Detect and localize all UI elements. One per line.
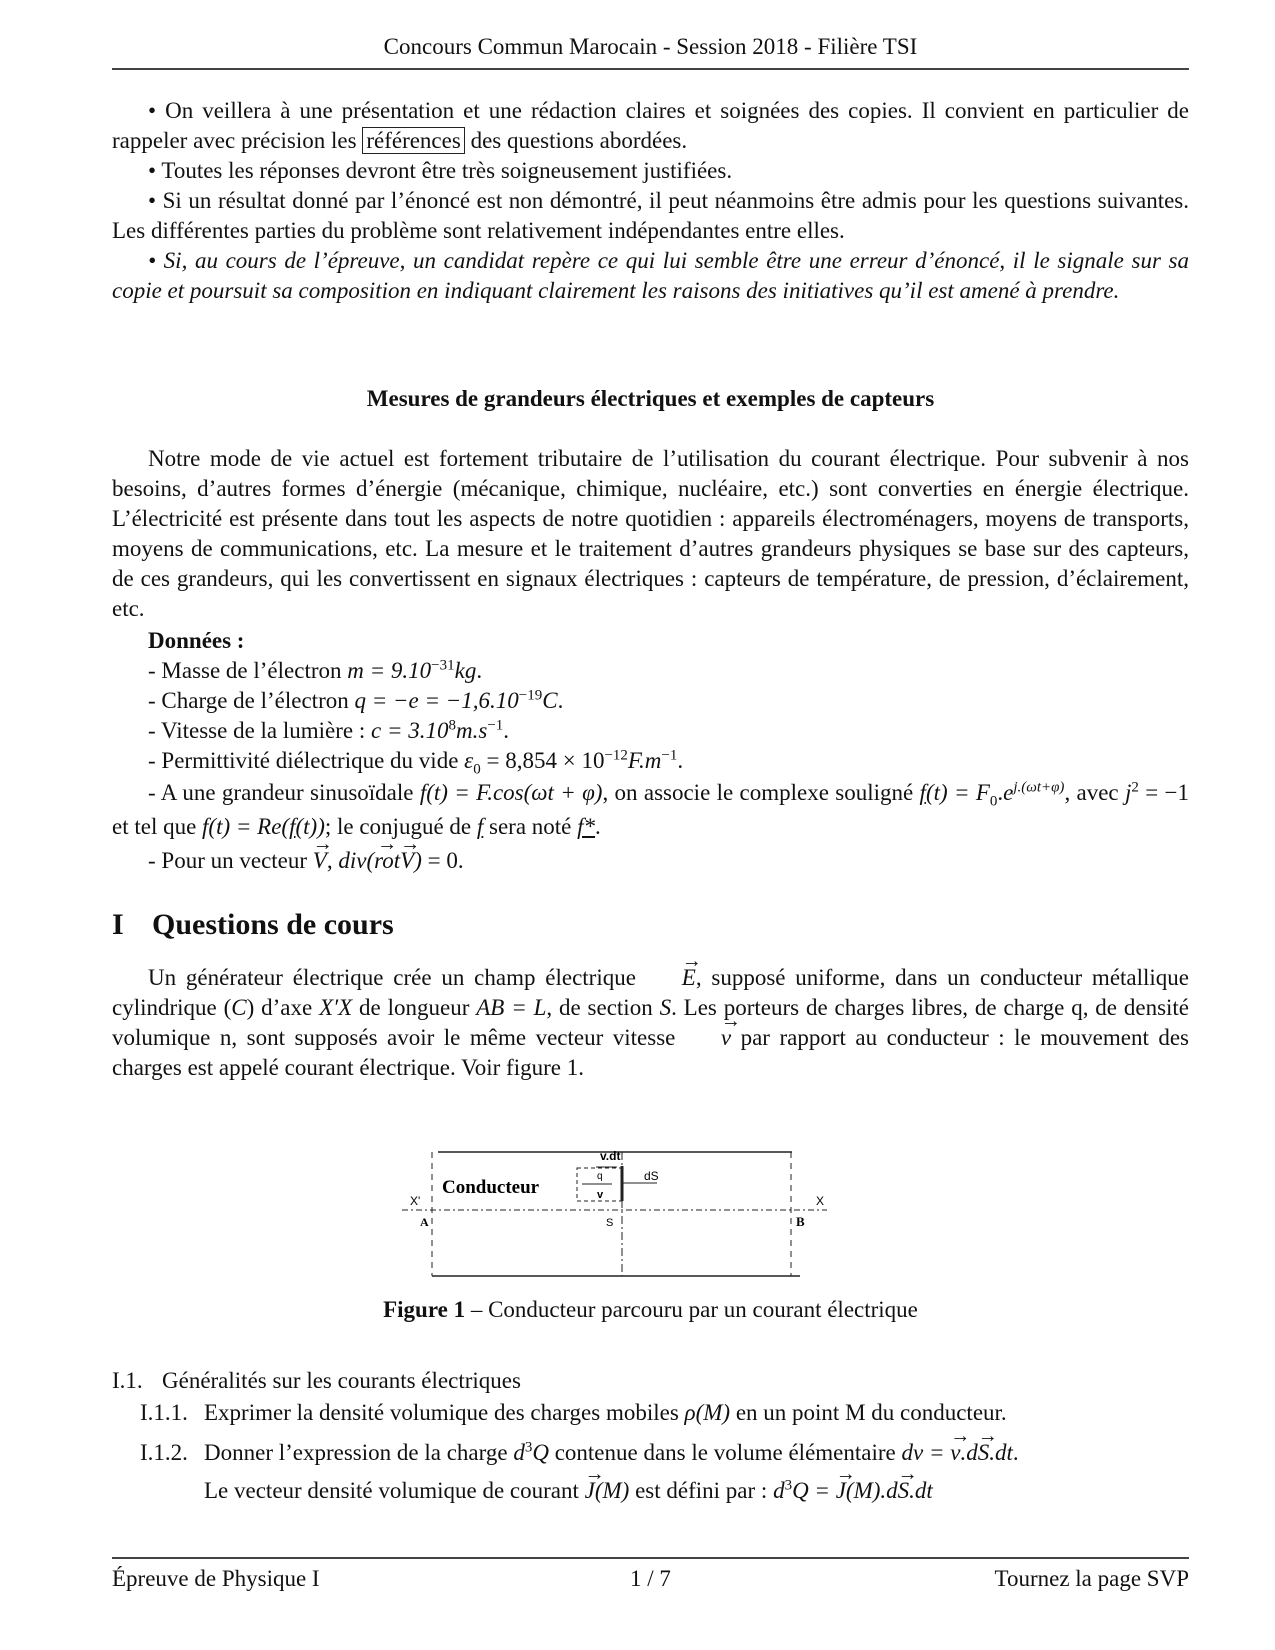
figure-label-b: B [796, 1214, 805, 1229]
instruction-1: • On veillera à une présentation et une rédaction claires et soignées des copies. Il convient en particulier de rappeler avec précision les références des questions abordées. [112, 98, 1189, 153]
intro-paragraph: Notre mode de vie actuel est fortement tributaire de l’utilisation du courant électrique. Pour subvenir à nos besoins, d’autres formes d’énergie (mécanique, chimique, nucléaire, etc.) sont converties en énergie électrique. L’électricité est présente dans tout les aspects de notre quotidien : appareils électroménagers, moyens de transports, moyens de communications, etc. La mesure et le traitement d’autres grandeurs physiques se base sur des capteurs, de ces grandeurs, qui les convertissent en signaux électriques : capteurs de température, de pression, d’éclairement, etc. [112, 446, 1189, 621]
question-i12-definition: Le vecteur densité volumique de courant → J(M) est défini par : $d^3Q$ = → J(M).d→ S.dt [112, 1476, 1275, 1506]
footer-left: Épreuve de Physique I [112, 1566, 320, 1591]
figure-label-v: v [597, 1189, 604, 1201]
instruction-4: • Si, au cours de l’épreuve, un candidat repère ce qui lui semble être une erreur d’énoncé, il le signale sur sa copie et poursuit sa composition en indiquant clairement les raisons des initiatives qu’il est amené à prendre. [112, 248, 1189, 303]
donnee-light: - Vitesse de la lumière : $c = 3.10^8m.s^{-1}$. [148, 717, 510, 743]
references-box: références [362, 127, 464, 154]
question-i1: I.1. Généralités sur les courants électriques [112, 1368, 521, 1393]
figure-label-q: q [597, 1171, 603, 1182]
figure-label-conductor: Conducteur [442, 1177, 540, 1198]
section-paragraph: Un générateur électrique crée un champ électrique → E, supposé uniforme, dans un conducteur métallique cylindrique (C) d’axe X′X de longueur AB = L, de section S. Les porteurs de charges libres, de charge q, de densité volumique n, sont supposés avoir le même vecteur vitesse → v par rapport au conducteur : le mouvement des charges est appelé courant électrique. Voir figure 1. [112, 963, 1189, 1083]
donnee-vector: - Pour un vecteur → V, div(→ rot→ V) = 0. [112, 846, 1225, 876]
donnee-charge: - Charge de l’électron $q = -e = -1,6.10^{-19}C$. [148, 687, 564, 713]
donnees-title: Données : [148, 628, 245, 653]
figure-label-ds: dS [644, 1169, 659, 1183]
donnees-block [112, 626, 1189, 776]
figure-conductor [112, 1148, 1189, 1288]
figure-label-a: A [420, 1215, 429, 1229]
header-rule [112, 68, 1189, 70]
figure-caption: Figure 1 – Conducteur parcouru par un courant électrique [383, 1297, 918, 1322]
donnee-mass: - Masse de l’électron $m = 9.10^{-31}kg$. [148, 657, 483, 683]
donnee-sinusoidal: - A une grandeur sinusoïdale f(t) = F.cos(ωt + φ), on associe le complexe souligné $f(t) = F_0.e^{j.(\omega t+\varphi)}$, avec $j^2 = -1$ et tel que f(t) = Re(f(t)); le conjugué de f sera noté f*. [112, 779, 1189, 839]
footer-rule [112, 1557, 1189, 1559]
instruction-3: • Si un résultat donné par l’énoncé est non démontré, il peut néanmoins être admis pour les questions suivantes. Les différentes parties du problème sont relativement indépendantes entre elles. [112, 188, 1189, 243]
instruction-2: • Toutes les réponses devront être très soigneusement justifiées. [148, 158, 733, 183]
problem-title: Mesures de grandeurs électriques et exemples de capteurs [366, 386, 935, 411]
footer-right: Tournez la page SVP [994, 1566, 1189, 1591]
figure-label-s: S [606, 1217, 614, 1229]
question-i11: I.1.1. Exprimer la densité volumique des charges mobiles ρ(M) en un point M du conducteur. [140, 1400, 1007, 1425]
donnee-permittivity: - Permittivité diélectrique du vide $\varepsilon_0 = 8,854 \times 10^{-12}F.m^{-1}$. [148, 747, 684, 778]
section-heading: I Questions de cours [112, 908, 394, 941]
question-i12: I.1.2. Donner l’expression de la charge $d^3Q$ contenue dans le volume élémentaire dv = → v.d→ S.dt. [112, 1438, 1217, 1468]
page-header: Concours Commun Marocain - Session 2018 - Filière TSI [383, 34, 918, 59]
figure-label-x-prime: X' [410, 1194, 421, 1208]
page-number: 1 / 7 [630, 1566, 671, 1591]
figure-label-vdt: v.dt [600, 1149, 621, 1163]
figure-label-x: X [816, 1194, 825, 1208]
instructions [112, 96, 1189, 306]
